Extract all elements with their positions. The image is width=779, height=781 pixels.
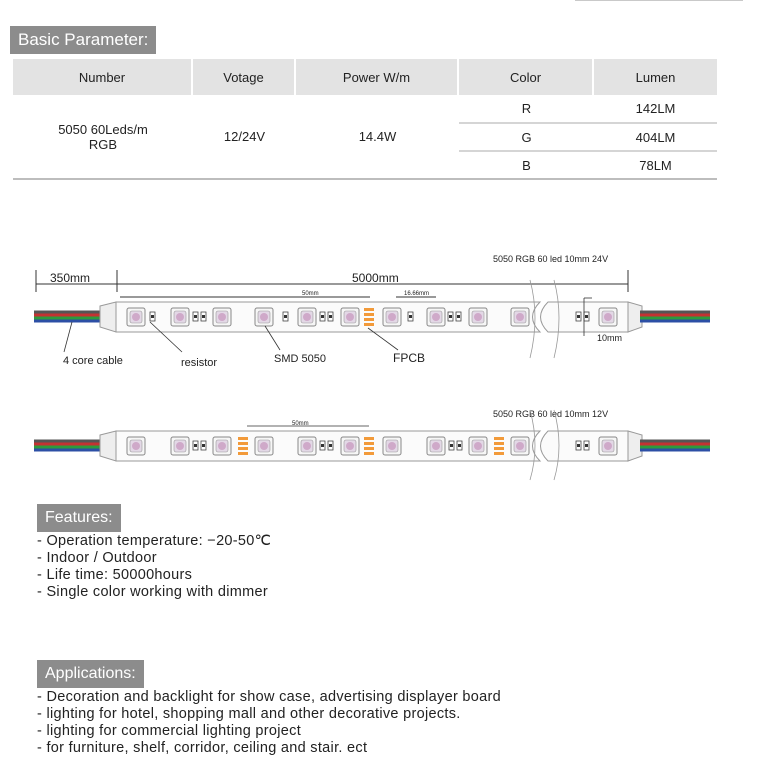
product-name: 5050 60Leds/m: [58, 121, 148, 137]
product-type: RGB: [88, 136, 118, 152]
features-list: [37, 533, 271, 601]
basic-parameter-heading: Basic Parameter:: [10, 26, 156, 54]
label-fpcb: FPCB: [393, 351, 426, 365]
strip-width: 10mm: [597, 333, 623, 343]
list-item: - Single color working with dimmer: [37, 584, 268, 600]
strip-length: 5000mm: [352, 271, 399, 285]
cable-left-24v: [34, 312, 110, 321]
parameter-table: [13, 59, 717, 180]
list-item: - Decoration and backlight for show case, advertising displayer board: [37, 689, 501, 705]
list-item: - lighting for hotel, shopping mall and other decorative projects.: [37, 706, 461, 722]
header-lumen: Lumen: [594, 59, 717, 95]
applications-list: [37, 689, 501, 757]
strip-24v: [34, 298, 710, 336]
cable-length: 350mm: [50, 271, 91, 285]
lumen-r: 142LM: [594, 95, 717, 124]
label-resistor: resistor: [181, 357, 218, 369]
features-heading: Features:: [37, 504, 121, 532]
led-pitch: 16.66mm: [404, 291, 430, 297]
header-color: Color: [459, 59, 594, 95]
header-number: Number: [13, 59, 193, 95]
list-item: - Indoor / Outdoor: [37, 550, 157, 566]
product-cell: [13, 95, 193, 180]
color-b: B: [459, 152, 594, 180]
list-item: - for furniture, shelf, corridor, ceiling and stair. ect: [37, 740, 368, 756]
cable-right-24v: [640, 312, 710, 321]
model-24v: 5050 RGB 60 led 10mm 24V: [493, 254, 609, 264]
list-item: - lighting for commercial lighting project: [37, 723, 302, 739]
top-divider: [575, 0, 743, 1]
lumen-b: 78LM: [594, 152, 717, 180]
label-smd: SMD 5050: [274, 353, 326, 365]
list-item: - Operation temperature: −20-50℃: [37, 533, 272, 549]
cable-right-12v: [640, 441, 710, 450]
model-12v: 5050 RGB 60 led 10mm 12V: [493, 409, 609, 419]
label-cable: 4 core cable: [63, 355, 123, 367]
applications-heading: Applications:: [37, 660, 144, 688]
cut-length-24v: 50mm: [302, 291, 319, 297]
color-r: R: [459, 95, 594, 124]
list-item: - Life time: 50000hours: [37, 567, 193, 583]
cable-left-12v: [34, 441, 110, 450]
led-strip-diagram: [0, 240, 779, 485]
table-row: [13, 95, 717, 124]
cut-length-12v: 50mm: [292, 421, 309, 427]
dimension-lines: [36, 270, 628, 297]
lumen-g: 404LM: [594, 124, 717, 152]
table-header-row: [13, 59, 717, 95]
header-power: Power W/m: [296, 59, 459, 95]
color-g: G: [459, 124, 594, 152]
voltage-value: 12/24V: [193, 95, 296, 180]
header-voltage: Votage: [193, 59, 296, 95]
power-value: 14.4W: [296, 95, 459, 180]
strip-12v: [34, 431, 710, 461]
